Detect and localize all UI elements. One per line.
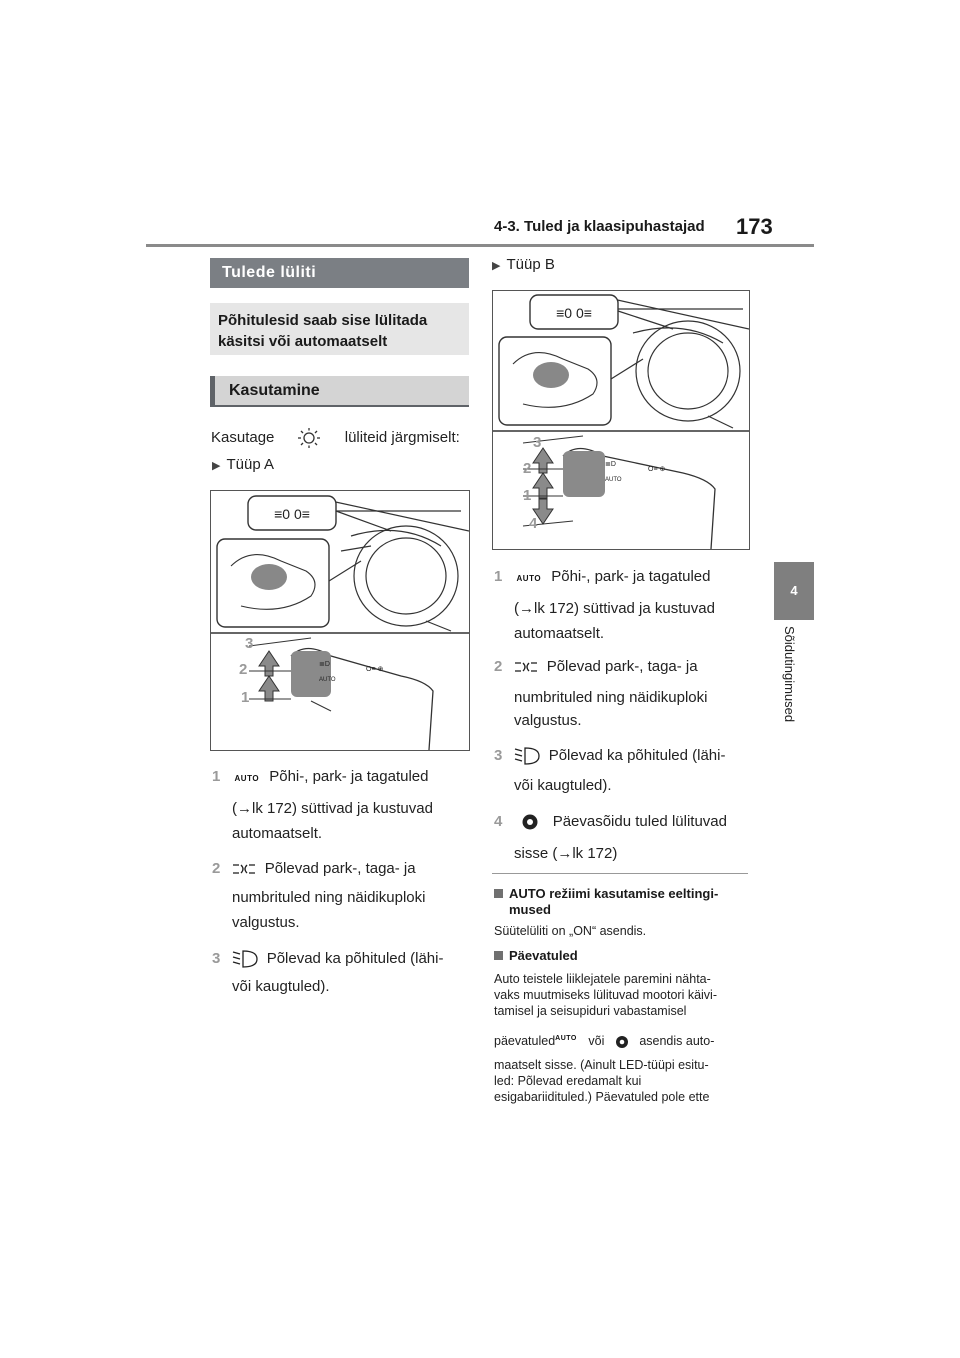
note-text: vaks muutmiseks lülituvad mootori käivi- xyxy=(494,988,717,1002)
list-item-text: või kaugtuled). xyxy=(514,777,612,794)
note-text: tamisel ja seisupiduri vabastamisel xyxy=(494,1004,687,1018)
svg-text:O≡ ⊕: O≡ ⊕ xyxy=(648,466,666,473)
svg-text:AUTO: AUTO xyxy=(605,477,622,483)
drl-off-icon xyxy=(519,813,541,831)
figure-number: 1 xyxy=(241,689,250,706)
list-item-text: või kaugtuled). xyxy=(232,978,330,995)
drl-off-icon xyxy=(614,1035,630,1049)
list-item: 2 Põlevad park-, taga- ja xyxy=(212,860,416,877)
headlight-icon xyxy=(513,745,541,767)
svg-text:O≡ ⊕: O≡ ⊕ xyxy=(366,666,384,673)
subheading: Kasutamine xyxy=(210,376,469,407)
list-item: 2 Põlevad park-, taga- ja xyxy=(494,658,698,675)
list-item: 4 Päevasõidu tuled lülituvad xyxy=(494,813,727,830)
list-item: 1 AUTO Põhi-, park- ja tagatuled xyxy=(494,568,711,585)
svg-text:AUTO: AUTO xyxy=(319,677,336,683)
list-item-text: automaatselt. xyxy=(514,625,605,642)
summary-box: Põhitulesid saab sise lülitada käsitsi või automaatselt xyxy=(210,303,469,355)
figure-number: 4 xyxy=(529,515,538,532)
chapter-tab: 4 xyxy=(774,562,814,620)
figure-number: 1 xyxy=(523,487,532,504)
lever-illustration-b xyxy=(493,291,749,549)
note-text: led: Põlevad eredamalt kui xyxy=(494,1074,642,1088)
chapter-label: Sõidutingimused xyxy=(782,626,797,723)
figure-number: 3 xyxy=(245,635,254,652)
bullet-square-icon xyxy=(494,951,503,960)
svg-text:≡0 0≡: ≡0 0≡ xyxy=(274,506,310,522)
triangle-icon: ▶ xyxy=(492,260,501,272)
figure-number: 3 xyxy=(533,434,542,451)
figure-type-a xyxy=(210,490,470,751)
intro-text xyxy=(211,427,460,449)
auto-icon: AUTO xyxy=(516,574,542,583)
type-b-label: ▶ Tüüp B xyxy=(492,256,555,273)
svg-text:≣D: ≣D xyxy=(319,661,330,668)
list-item: 3 Põlevad ka põhituled (lähi- xyxy=(494,745,725,767)
svg-text:≣D: ≣D xyxy=(605,461,616,468)
list-item-text: numbrituled ning näidikuploki xyxy=(232,889,426,906)
header-rule xyxy=(146,244,814,247)
intro-after: lüliteid järgmiselt: xyxy=(344,428,460,446)
list-item-text: valgustus. xyxy=(514,712,582,729)
note-text: Auto teistele liiklejatele paremini nähta- xyxy=(494,972,711,986)
list-item-text: (→lk 172) süttivad ja kustuvad xyxy=(232,800,433,817)
section-heading: Tulede lüliti xyxy=(210,258,469,288)
intro-before: Kasutage xyxy=(211,428,275,446)
light-switch-icon xyxy=(295,427,323,449)
list-item-text: sisse (→lk 172) xyxy=(514,845,618,862)
note-text: Süütelüliti on „ON“ asendis. xyxy=(494,924,647,938)
headlight-icon xyxy=(231,948,259,970)
note-heading: AUTO režiimi kasutamise eeltingi- xyxy=(494,886,718,901)
list-item: 3 Põlevad ka põhituled (lähi- xyxy=(212,948,443,970)
lever-illustration-a xyxy=(211,491,469,750)
list-item-text: numbrituled ning näidikuploki xyxy=(514,689,708,706)
list-item-text: automaatselt. xyxy=(232,825,323,842)
note-heading: Päevatuled xyxy=(494,948,578,963)
section-title: 4-3. Tuled ja klaasipuhastajad xyxy=(494,218,705,235)
auto-icon: AUTO xyxy=(555,1035,577,1042)
note-text: esigabariidituled.) Päevatuled pole ette xyxy=(494,1090,710,1104)
figure-number: 2 xyxy=(523,460,532,477)
auto-icon: AUTO xyxy=(234,774,260,783)
figure-type-b xyxy=(492,290,750,550)
bullet-square-icon xyxy=(494,889,503,898)
list-item-text: valgustus. xyxy=(232,914,300,931)
page-number: 173 xyxy=(736,214,773,239)
svg-text:≡0 0≡: ≡0 0≡ xyxy=(556,305,592,321)
figure-number: 2 xyxy=(239,661,248,678)
note-divider xyxy=(492,873,748,874)
triangle-icon: ▶ xyxy=(212,460,221,472)
note-heading-cont: mused xyxy=(509,902,551,917)
note-text: päevatuled$^{AUTO}$ või asendis auto- xyxy=(494,1034,715,1049)
list-item: 1 AUTO Põhi-, park- ja tagatuled xyxy=(212,768,429,785)
list-item-text: (→lk 172) süttivad ja kustuvad xyxy=(514,600,715,617)
parking-light-icon xyxy=(231,862,257,876)
parking-light-icon xyxy=(513,660,539,674)
type-a-label: ▶ Tüüp A xyxy=(212,456,275,473)
note-text: maatselt sisse. (Ainult LED-tüüpi esitu- xyxy=(494,1058,709,1072)
